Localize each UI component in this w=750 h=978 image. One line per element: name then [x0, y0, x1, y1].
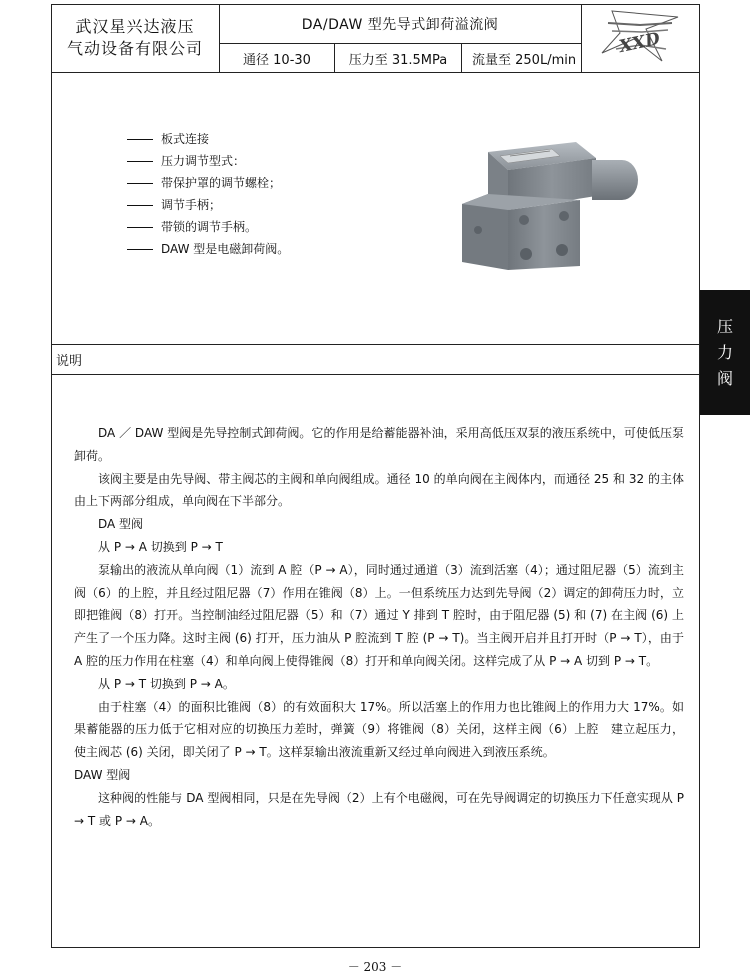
feature-item — [127, 172, 289, 194]
company-name-line1: 武汉星兴达液压 — [75, 17, 195, 36]
feature-text: 带锁的调节手柄。 — [161, 220, 258, 234]
feature-text: DAW 型是电磁卸荷阀。 — [161, 242, 290, 256]
description-body — [74, 422, 684, 832]
feature-item — [127, 150, 289, 172]
spec-diameter: 通径 10-30 — [243, 52, 311, 68]
feature-list — [127, 128, 289, 260]
paragraph: DA ／ DAW 型阀是先导控制式卸荷阀。它的作用是给蓄能器补油，采用高低压双泵的液压系统中，可使低压泵卸荷。 — [74, 426, 684, 463]
page-number: － 203 － — [347, 960, 403, 974]
feature-text: 压力调节型式： — [161, 154, 246, 168]
dash-mark — [127, 183, 153, 184]
feature-item — [127, 238, 289, 260]
feature-item — [127, 194, 289, 216]
section-top-line — [51, 344, 700, 345]
paragraph: 由于柱塞（4）的面积比锥阀（8）的有效面积大 17%。所以活塞上的作用力也比锥阀上的作用力大 17%。如果蓄能器的压力低于它相对应的切换压力差时，弹簧（9）将锥阀（8）关闭，这样主阀（6）上腔 建立起压力，使主阀芯 (6) 关闭，即关闭了 P → T。这样泵输出液流重新又经过单向阀进入到液压系统。 — [74, 699, 684, 760]
valve-product-image — [456, 130, 640, 275]
logo-lettering: XXD — [617, 28, 662, 58]
dash-mark — [127, 139, 153, 140]
dash-mark — [127, 249, 153, 250]
company-name — [52, 5, 218, 71]
header-divider — [51, 72, 700, 73]
dash-mark — [127, 205, 153, 206]
spec-pressure: 压力至 31.5MPa — [348, 52, 448, 68]
feature-text: 板式连接 — [161, 132, 210, 146]
section-bottom-line — [51, 374, 700, 375]
side-tab-pressure-valve — [700, 290, 750, 415]
feature-item — [127, 128, 289, 150]
feature-item — [127, 216, 289, 238]
side-tab-char: 压 — [716, 316, 733, 336]
subheading: 从 P → T 切换到 P → A。 — [98, 676, 235, 691]
subheading: 从 P → A 切换到 P → T — [98, 539, 223, 554]
feature-text: 调节手柄； — [161, 198, 222, 212]
dash-mark — [127, 161, 153, 162]
dash-mark — [127, 227, 153, 228]
section-label: 说明 — [56, 354, 83, 369]
paragraph: 该阀主要是由先导阀、带主阀芯的主阀和单向阀组成。通径 10 的单向阀在主阀体内，而通径 25 和 32 的主体由上下两部分组成，单向阀在下半部分。 — [74, 471, 684, 509]
company-name-line2: 气动设备有限公司 — [66, 39, 203, 58]
side-tab-char: 力 — [716, 342, 733, 362]
company-logo — [582, 5, 699, 71]
paragraph: 这种阀的性能与 DA 型阀相同，只是在先导阀（2）上有个电磁阀，可在先导阀调定的切换压力下任意实现从 P → T 或 P → A。 — [74, 790, 684, 828]
document-title: DA/DAW 型先导式卸荷溢流阀 — [301, 16, 499, 33]
subheading: DA 型阀 — [98, 517, 144, 532]
side-tab-char: 阀 — [716, 368, 733, 388]
subheading: DAW 型阀 — [74, 767, 131, 782]
paragraph: 泵输出的液流从单向阀（1）流到 A 腔（P → A），同时通过通道（3）流到活塞（4）；通过阻尼器（5）流到主阀（6）的上腔，并且经过阻尼器（7）作用在锥阀（8）上。一但系统压力达到先导阀（2）调定的卸荷压力时，立即把锥阀（8）打开。当控制油经过阻尼器（5）和（7）通过 Y 排到 T 腔时，由于阻尼器 (5) 和 (7) 在主阀 (6) 上产生了一个压力降。这时主阀 (6) 打开，压力油从 P 腔流到 T 腔 (P → T)。当主阀开启并且打开时（P → T），由于 A 腔的压力作用在柱塞（4）和单向阀上使得锥阀（8）打开和单向阀关闭。这样完成了从 P → A 切到 P → T。 — [74, 562, 684, 668]
feature-text: 带保护罩的调节螺栓； — [161, 176, 282, 190]
spec-flow: 流量至 250L/min — [472, 52, 577, 68]
